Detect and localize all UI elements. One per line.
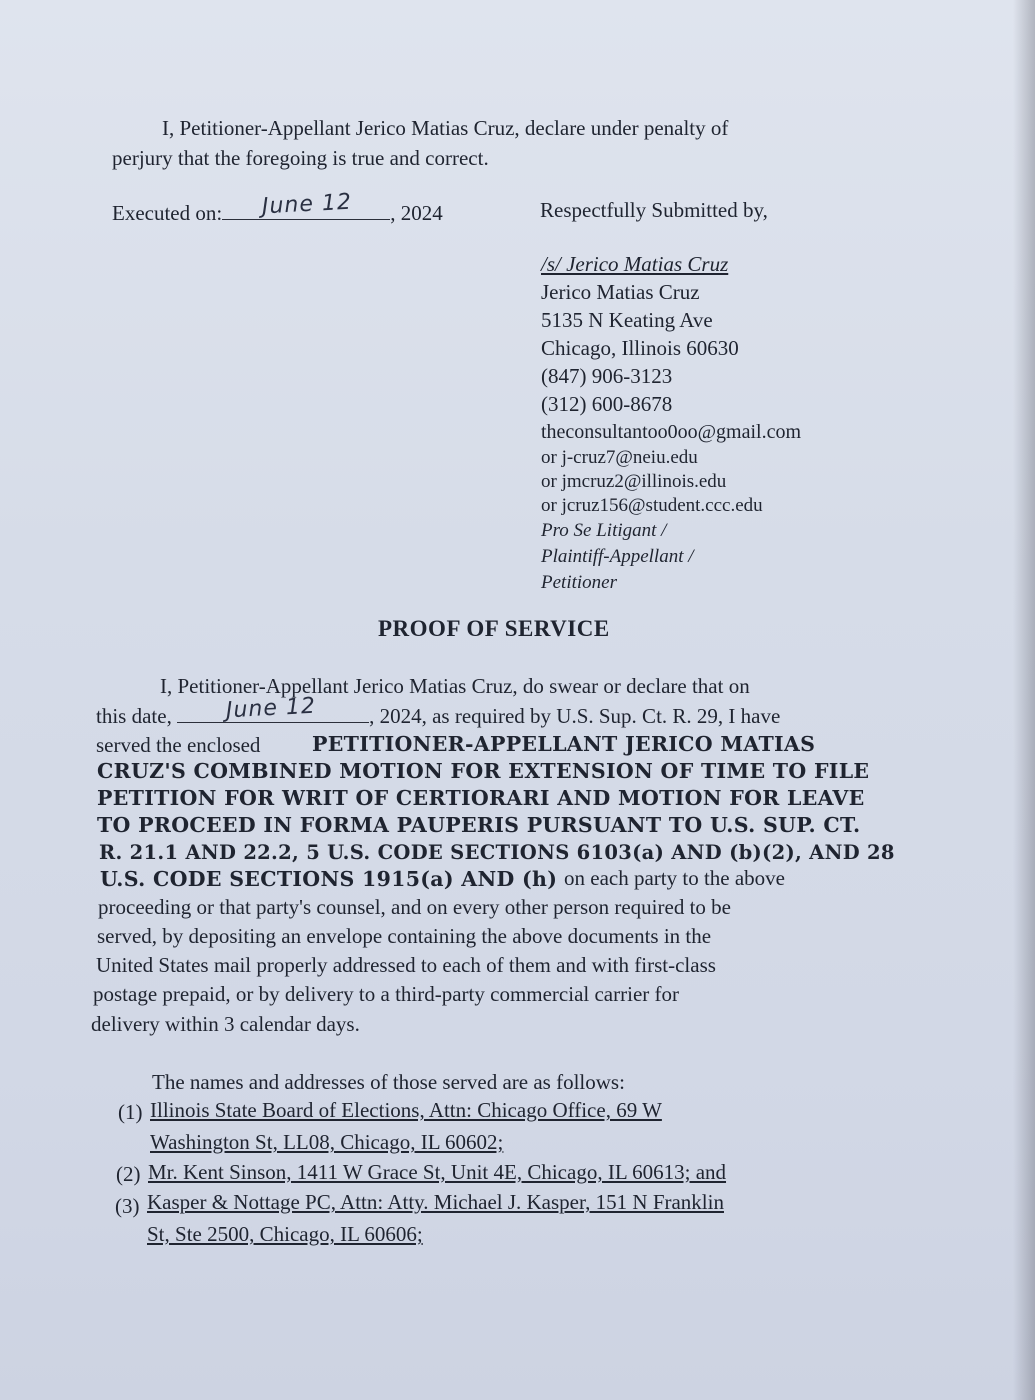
- signer-email-2: or j-cruz7@neiu.edu: [541, 447, 698, 468]
- signer-role-2: Plaintiff-Appellant /: [541, 546, 694, 567]
- pos-bold-line-2: CRUZ'S COMBINED MOTION FOR EXTENSION OF TIME TO FILE: [97, 759, 870, 783]
- served-item-2-line-1: Mr. Kent Sinson, 1411 W Grace St, Unit 4E, Chicago, IL 60613; and: [148, 1160, 727, 1184]
- pos-line-13: postage prepaid, or by delivery to a third-party commercial carrier for: [93, 982, 680, 1006]
- pos-line-1: I, Petitioner-Appellant Jerico Matias Cruz, do swear or declare that on: [160, 674, 750, 698]
- submitted-by-heading: Respectfully Submitted by,: [540, 198, 768, 222]
- served-item-1-line-2: Washington St, LL08, Chicago, IL 60602;: [150, 1130, 504, 1154]
- declaration-line-1: I, Petitioner-Appellant Jerico Matias Cruz, declare under penalty of: [162, 116, 729, 140]
- electronic-signature: /s/ Jerico Matias Cruz: [541, 252, 729, 276]
- pos-line-12: United States mail properly addressed to each of them and with first-class: [96, 953, 716, 977]
- signer-address-city: Chicago, Illinois 60630: [541, 336, 739, 360]
- served-intro: The names and addresses of those served are as follows:: [152, 1070, 625, 1094]
- pos-bold-line-5: R. 21.1 AND 22.2, 5 U.S. CODE SECTIONS 6103(a) AND (b)(2), AND 28: [99, 841, 895, 864]
- pos-line-9-end: on each party to the above: [564, 866, 785, 890]
- executed-label: Executed on:: [112, 201, 223, 225]
- signature-block: [541, 250, 801, 596]
- signer-role-1: Pro Se Litigant /: [541, 520, 667, 541]
- signer-phone-1: (847) 906-3123: [541, 364, 673, 388]
- signer-phone-2: (312) 600-8678: [541, 392, 673, 416]
- served-item-3-number: (3): [115, 1194, 140, 1218]
- served-item-2-number: (2): [116, 1162, 141, 1186]
- served-item-1-number: (1): [118, 1100, 143, 1124]
- served-item-3-line-2: St, Ste 2500, Chicago, IL 60606;: [147, 1222, 423, 1246]
- pos-line-2-start: this date,: [96, 704, 172, 728]
- pos-line-14: delivery within 3 calendar days.: [91, 1012, 360, 1036]
- pos-line-2-end: , 2024, as required by U.S. Sup. Ct. R. 29, I have: [369, 704, 781, 728]
- signer-role-3: Petitioner: [541, 572, 617, 593]
- pos-line-11: served, by depositing an envelope containing the above documents in the: [97, 924, 712, 948]
- signer-address-street: 5135 N Keating Ave: [541, 308, 713, 332]
- declaration-line-2: perjury that the foregoing is true and correct.: [112, 146, 489, 170]
- executed-year: , 2024: [390, 201, 443, 225]
- proof-of-service-title: PROOF OF SERVICE: [378, 616, 610, 641]
- signer-name: Jerico Matias Cruz: [541, 280, 700, 304]
- pos-bold-line-1: PETITIONER-APPELLANT JERICO MATIAS: [312, 732, 816, 756]
- signer-email-3: or jmcruz2@illinois.edu: [541, 471, 727, 492]
- signer-email-4: or jcruz156@student.ccc.edu: [541, 495, 763, 516]
- pos-line-10: proceeding or that party's counsel, and on every other person required to be: [98, 895, 731, 919]
- pos-bold-line-6: U.S. CODE SECTIONS 1915(a) AND (h): [100, 867, 558, 891]
- served-item-1-line-1: Illinois State Board of Elections, Attn: Chicago Office, 69 W: [150, 1098, 662, 1122]
- page-edge-shadow: [1013, 0, 1035, 1400]
- pos-handwritten-date: June 12: [225, 693, 317, 724]
- executed-handwritten-date: June 12: [261, 189, 353, 220]
- served-item-3-line-1: Kasper & Nottage PC, Attn: Atty. Michael J. Kasper, 151 N Franklin: [147, 1190, 724, 1214]
- pos-line-3-start: served the enclosed: [96, 733, 261, 757]
- pos-bold-line-4: TO PROCEED IN FORMA PAUPERIS PURSUANT TO U.S. SUP. CT.: [97, 813, 861, 837]
- signer-email-1: theconsultantoo0oo@gmail.com: [541, 421, 802, 443]
- pos-bold-line-3: PETITION FOR WRIT OF CERTIORARI AND MOTION FOR LEAVE: [97, 786, 865, 810]
- pos-line-2: [96, 702, 780, 730]
